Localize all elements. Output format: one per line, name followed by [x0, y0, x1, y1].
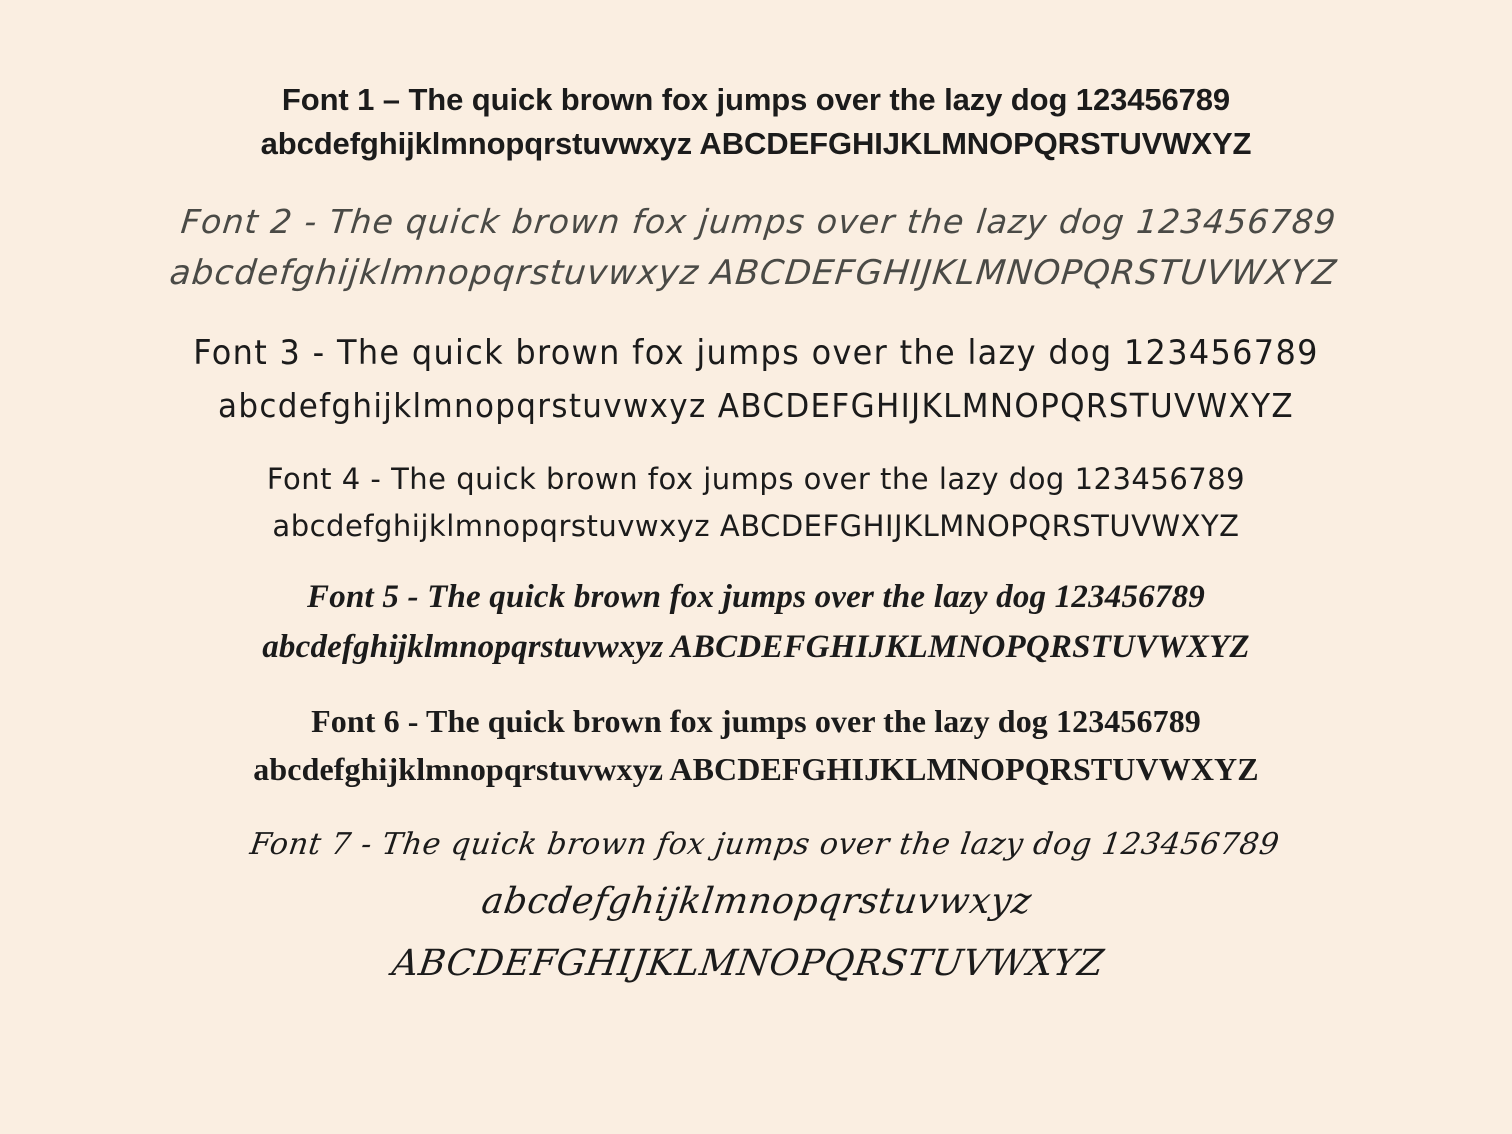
font-specimen-7: [108, 819, 1405, 994]
font-specimen-1: [120, 78, 1392, 166]
font-7-line-1: Font 7 - The quick brown fox jumps over the lazy dog 123456789: [247, 826, 1282, 862]
font-6-line-1: Font 6 - The quick brown fox jumps over the lazy dog 123456789: [311, 702, 1201, 739]
font-specimen-2: [115, 196, 1398, 301]
font-specimen-3: [158, 327, 1354, 433]
font-specimen-5: [120, 572, 1392, 672]
font-2-line-2: abcdefghijklmnopqrstuvwxyz ABCDEFGHIJKLMNOPQRSTUVWXYZ: [167, 253, 1339, 294]
font-7-line-2: abcdefghijklmnopqrstuvwxyz ABCDEFGHIJKLMNOPQRSTUVWXYZ: [389, 880, 1107, 984]
font-2-line-1: Font 2 - The quick brown fox jumps over the lazy dog 123456789: [179, 202, 1339, 242]
font-3-line-1: Font 3 - The quick brown fox jumps over the lazy dog 123456789: [193, 332, 1319, 373]
font-1-line-1: Font 1 – The quick brown fox jumps over the lazy dog 123456789: [281, 82, 1231, 117]
font-1-line-2: abcdefghijklmnopqrstuvwxyz ABCDEFGHIJKLMNOPQRSTUVWXYZ: [260, 126, 1252, 162]
font-4-line-1: Font 4 - The quick brown fox jumps over the lazy dog 123456789: [266, 462, 1246, 497]
font-5-line-2: abcdefghijklmnopqrstuvwxyz ABCDEFGHIJKLMNOPQRSTUVWXYZ: [262, 629, 1250, 666]
font-3-line-2: abcdefghijklmnopqrstuvwxyz ABCDEFGHIJKLMNOPQRSTUVWXYZ: [218, 386, 1294, 426]
font-5-line-1: Font 5 - The quick brown fox jumps over the lazy dog 123456789: [307, 579, 1205, 616]
font-4-line-2: abcdefghijklmnopqrstuvwxyz ABCDEFGHIJKLMNOPQRSTUVWXYZ: [272, 509, 1240, 544]
font-6-line-2: abcdefghijklmnopqrstuvwxyz ABCDEFGHIJKLMNOPQRSTUVWXYZ: [253, 750, 1259, 787]
font-specimen-6: [120, 697, 1392, 793]
font-specimen-4: [120, 456, 1392, 550]
